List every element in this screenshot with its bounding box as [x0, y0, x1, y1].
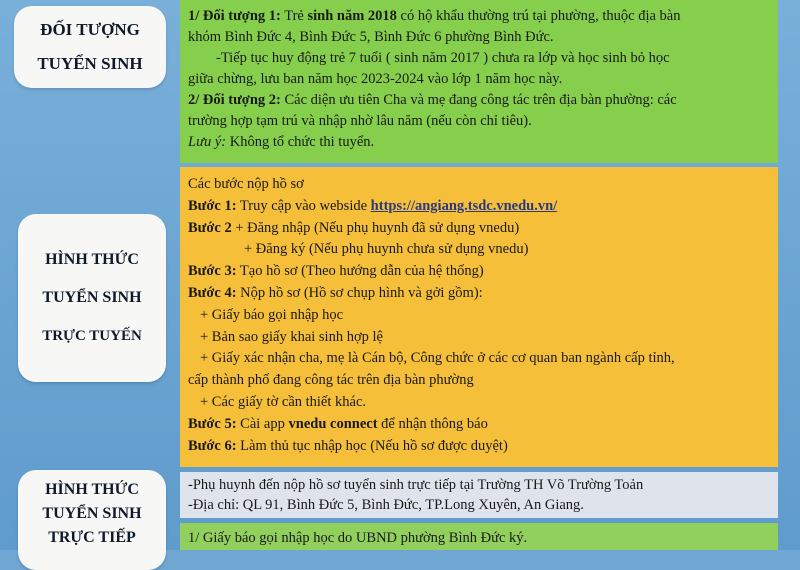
step-label: Bước 1: — [188, 197, 237, 214]
label-line: TRỰC TUYẾN — [42, 328, 142, 344]
label-line: TUYỂN SINH — [42, 505, 142, 522]
text-line — [188, 90, 778, 111]
text-span: Làm thủ tục nhập học (Nếu hồ sơ được duyệt) — [236, 437, 508, 454]
text-line: giữa chừng, lưu ban năm học 2023-2024 vào lớp 1 năm học này. — [188, 71, 563, 87]
text-line: + Các giấy tờ cần thiết khác. — [200, 393, 367, 410]
text-line: + Giấy báo gọi nhập học — [200, 306, 344, 323]
step-label: Bước 4: — [188, 284, 237, 301]
birth-year-bold: sinh năm 2018 — [307, 8, 397, 24]
text-line: khóm Bình Đức 4, Bình Đức 5, Bình Đức 6 phường Bình Đức. — [188, 29, 554, 45]
note-label: Lưu ý: — [188, 134, 227, 150]
doi-tuong-1-label: 1/ Đối tượng 1: — [188, 8, 281, 24]
panel-doi-tuong — [180, 0, 778, 163]
text-span: Tạo hồ sơ (Theo hướng dẫn của hệ thống) — [236, 263, 484, 280]
text-line — [188, 261, 778, 283]
text-span: Các diện ưu tiên Cha và mẹ đang công tác trên địa bàn phường: các — [280, 92, 677, 108]
text-line: 1/ Giấy báo gọi nhập học do UBND phường Bình Đức ký. — [188, 530, 528, 546]
text-line: Các bước nộp hồ sơ — [188, 176, 304, 192]
text-line — [188, 196, 778, 218]
text-line: -Địa chỉ: QL 91, Bình Đức 5, Bình Đức, TP.Long Xuyên, An Giang. — [188, 497, 584, 513]
panel-ho-so — [180, 523, 778, 550]
text-span: Nộp hồ sơ (Hồ sơ chụp hình và gởi gồm): — [236, 284, 483, 301]
label-line: ĐỐI TƯỢNG — [40, 20, 140, 39]
label-line: TRỰC TIẾP — [48, 529, 136, 546]
text-line: -Tiếp tục huy động trẻ 7 tuổi ( sinh năm 2017 ) chưa ra lớp và học sinh bỏ học — [216, 50, 670, 66]
label-truc-tiep — [18, 470, 166, 570]
text-span: để nhận thông báo — [377, 415, 488, 432]
text-line — [188, 6, 778, 27]
text-line — [188, 414, 778, 436]
text-span: Không tổ chức thi tuyển. — [226, 134, 375, 150]
label-truc-tuyen — [18, 214, 166, 382]
text-line: cấp thành phố đang công tác trên địa bàn phường — [188, 372, 474, 389]
step-label: Bước 3: — [188, 263, 237, 280]
text-line: -Phụ huynh đến nộp hồ sơ tuyển sinh trực tiếp tại Trường TH Võ Trường Toản — [188, 477, 644, 493]
panel-truc-tuyen — [180, 167, 778, 467]
app-name: vnedu connect — [288, 415, 378, 432]
text-span: Cài app — [236, 415, 289, 432]
label-line: TUYỂN SINH — [42, 289, 142, 306]
label-line: HÌNH THỨC — [45, 481, 139, 498]
text-span: Trẻ — [280, 8, 308, 24]
text-line: + Đăng ký (Nếu phụ huynh chưa sử dụng vnedu) — [244, 241, 529, 258]
text-span: + Đăng nhập (Nếu phụ huynh đã sử dụng vnedu) — [231, 219, 520, 236]
website-link[interactable]: https://angiang.tsdc.vnedu.vn/ — [370, 197, 558, 214]
label-line: HÌNH THỨC — [45, 251, 139, 268]
text-line — [188, 218, 778, 240]
text-line — [188, 283, 778, 305]
panel-truc-tiep — [180, 472, 778, 518]
step-label: Bước 6: — [188, 437, 237, 454]
step-label: Bước 2 — [188, 219, 232, 236]
text-line: trường hợp tạm trú và nhập nhờ lâu năm (nếu còn chỉ tiêu). — [188, 113, 532, 129]
text-span: có hộ khẩu thường trú tại phường, thuộc địa bàn — [396, 8, 681, 24]
label-line: TUYỂN SINH — [37, 54, 143, 73]
text-line — [188, 436, 778, 458]
doi-tuong-2-label: 2/ Đối tượng 2: — [188, 92, 281, 108]
text-line: + Bản sao giấy khai sinh hợp lệ — [200, 328, 383, 345]
step-label: Bước 5: — [188, 415, 237, 432]
text-line: + Giấy xác nhận cha, mẹ là Cán bộ, Công chức ở các cơ quan ban ngành cấp tỉnh, — [200, 350, 675, 367]
label-doi-tuong-tuyen-sinh — [14, 6, 166, 88]
text-span: Truy cập vào webside — [236, 197, 371, 214]
text-line — [188, 132, 778, 153]
